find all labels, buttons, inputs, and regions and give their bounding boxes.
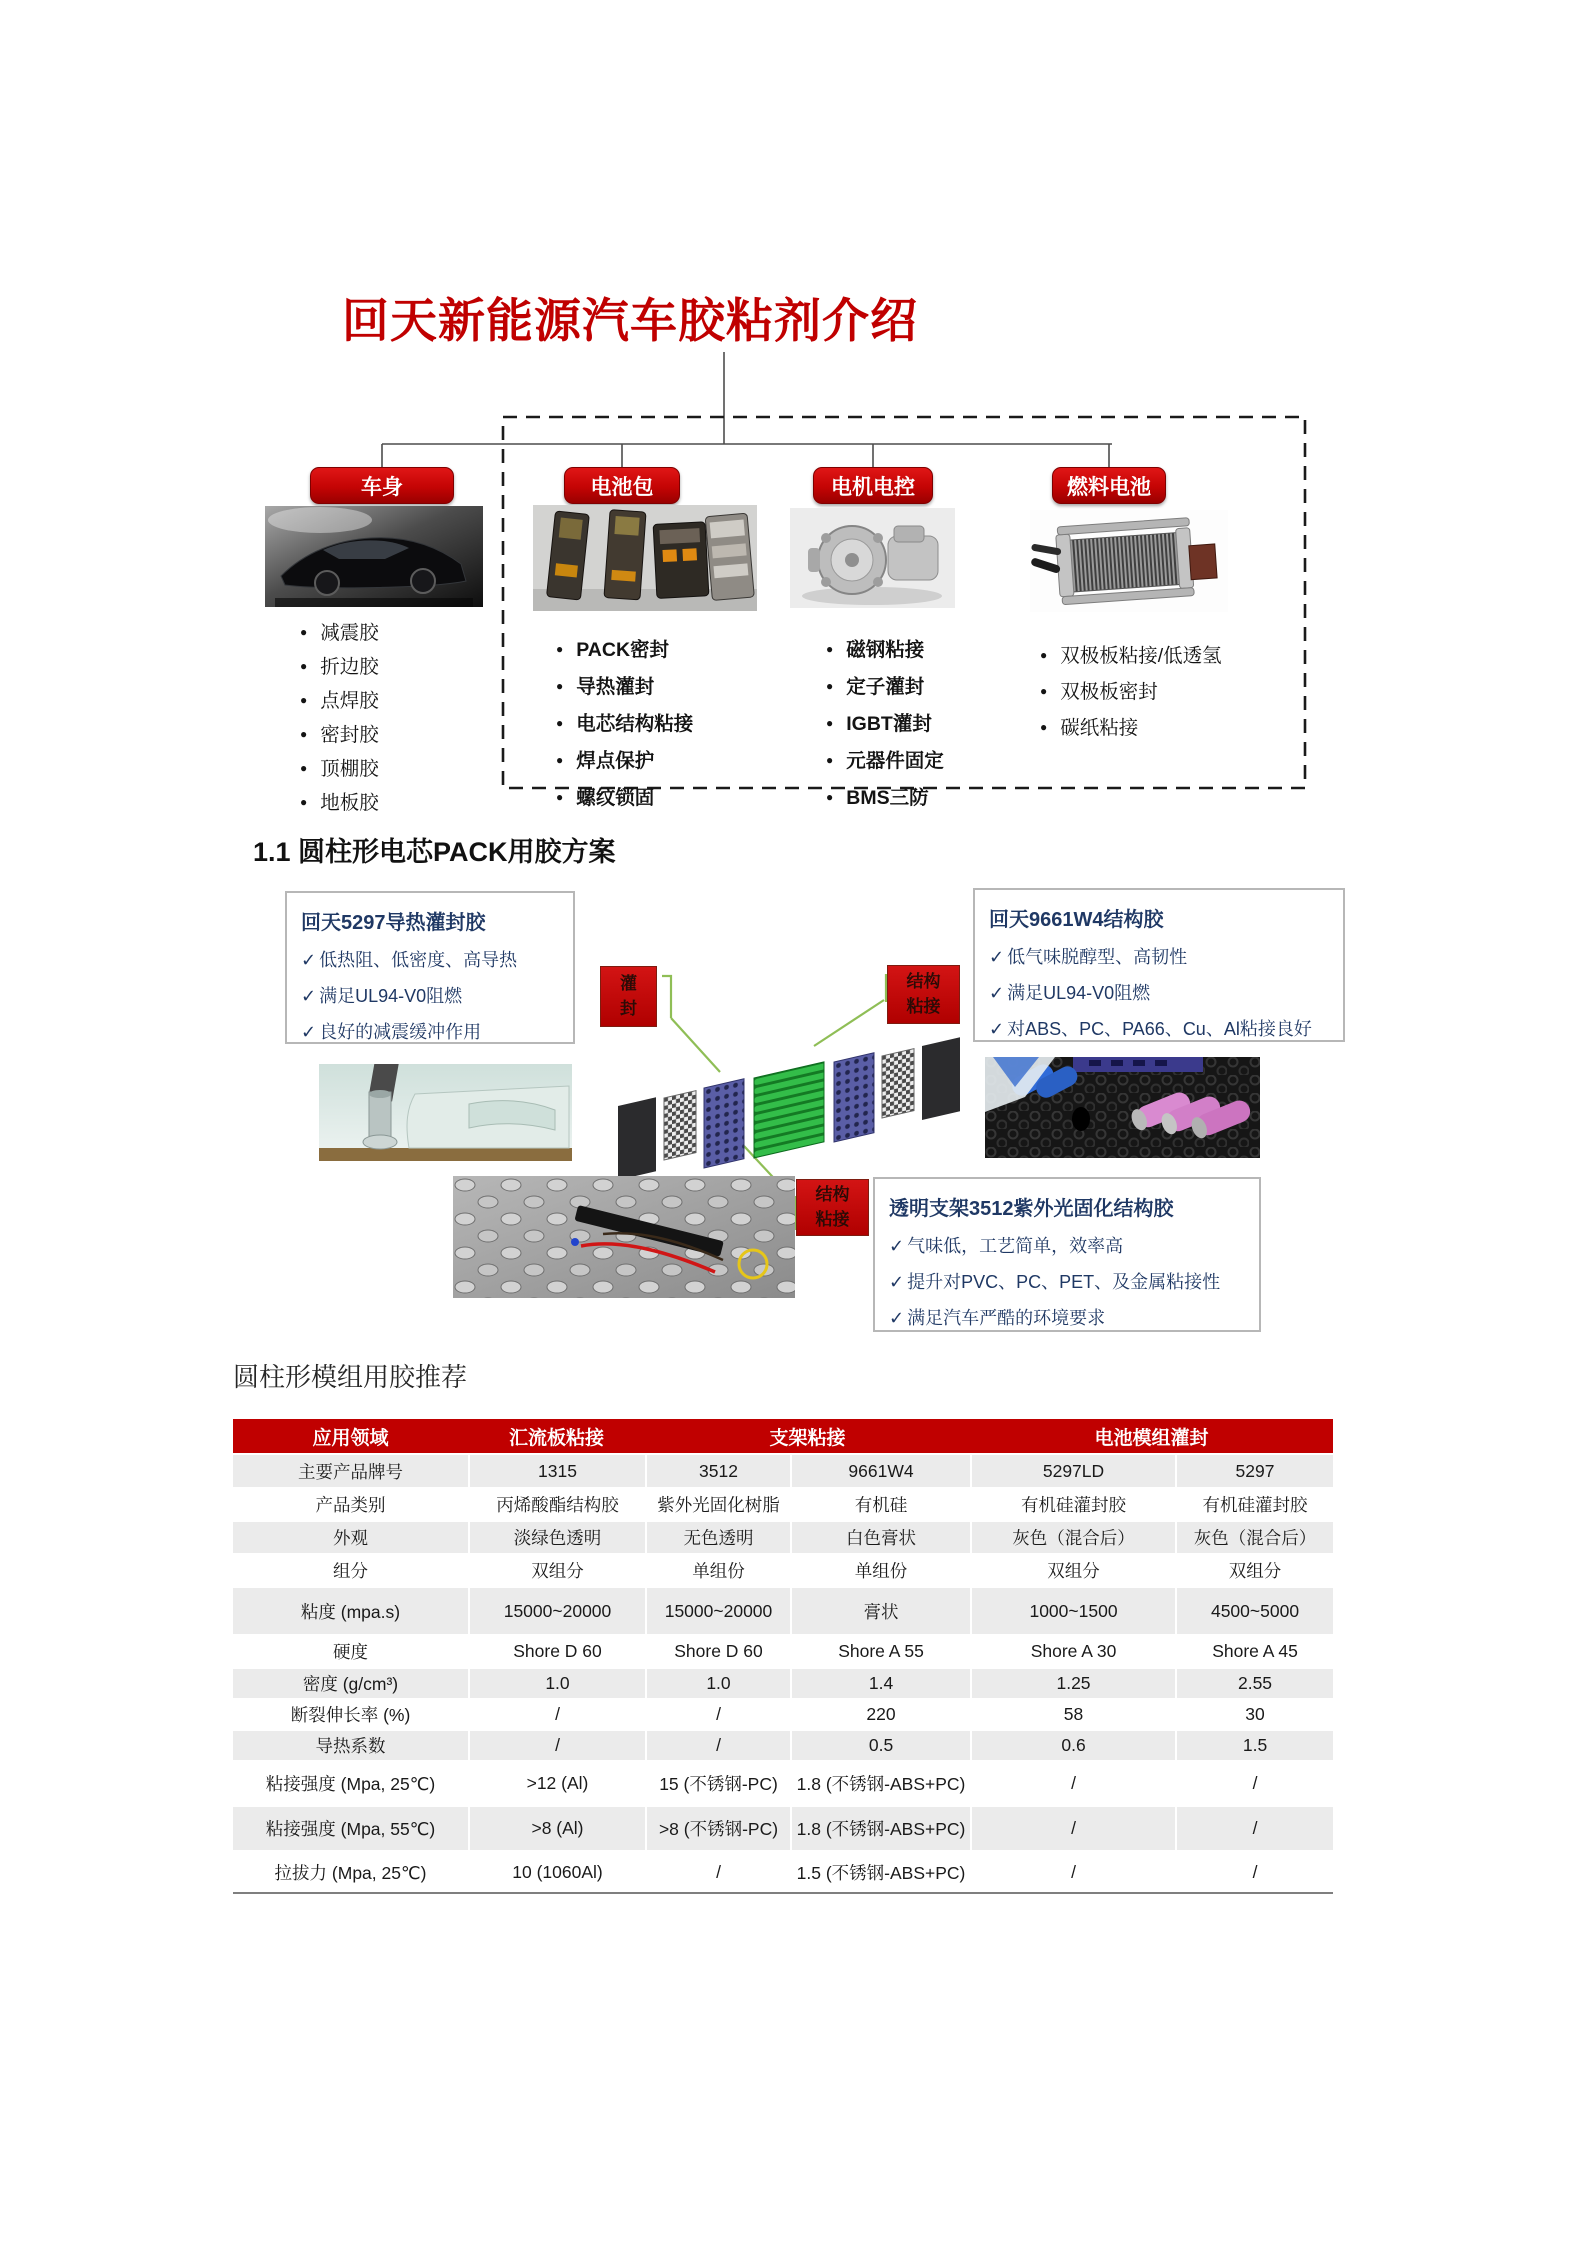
list-item: [556, 708, 693, 736]
spec-cell: 30: [1175, 1698, 1333, 1729]
list-item: [1040, 712, 1222, 740]
exploded-module-diagram: [612, 988, 984, 1193]
callout-point: [889, 1304, 1245, 1330]
list-item-text: ● 导热灌封: [576, 676, 655, 698]
spec-cell: 双组分: [468, 1553, 645, 1586]
fuel-cell-adhesive-list: [1040, 640, 1222, 748]
spec-cell: 4500~5000: [1175, 1586, 1333, 1634]
spec-cell: /: [970, 1850, 1175, 1892]
spec-cell: /: [468, 1698, 645, 1729]
spec-row-label: 拉拔力 (Mpa, 25℃): [233, 1850, 468, 1892]
spec-cell: 灰色（混合后）: [1175, 1520, 1333, 1553]
category-label-fuel-cell: 燃料电池: [1052, 467, 1166, 504]
spec-row-label: 密度 (g/cm³): [233, 1667, 468, 1698]
spec-cell: /: [1175, 1850, 1333, 1892]
list-item: [826, 708, 944, 736]
list-item-text: ● PACK密封: [576, 639, 670, 661]
spec-row-label: 粘接强度 (Mpa, 25℃): [233, 1760, 468, 1805]
table-row: [233, 1850, 1333, 1892]
list-item: [300, 651, 379, 679]
check-icon: ✓: [889, 1236, 905, 1256]
list-item: [826, 782, 944, 810]
list-item: [300, 719, 379, 747]
spec-cell: 1.4: [790, 1667, 970, 1698]
spec-row-label: 组分: [233, 1553, 468, 1586]
spec-cell: 1.8 (不锈钢-ABS+PC): [790, 1760, 970, 1805]
spec-cell: 灰色（混合后）: [970, 1520, 1175, 1553]
table-row: [233, 1698, 1333, 1729]
battery-pack-photo: [533, 505, 757, 611]
spec-cell: 9661W4: [790, 1453, 970, 1487]
spec-cell: >12 (Al): [468, 1760, 645, 1805]
spec-row-label: 主要产品牌号: [233, 1453, 468, 1487]
spec-cell: 有机硅灌封胶: [1175, 1487, 1333, 1520]
table-row: [233, 1729, 1333, 1760]
spec-cell: 10 (1060Al): [468, 1850, 645, 1892]
callout-point-text: 气味低，工艺简单，效率高: [907, 1236, 1124, 1256]
potting-tag-text: 灌封: [619, 973, 637, 1018]
list-item: [300, 787, 379, 815]
spec-cell: >8 (不锈钢-PC): [645, 1805, 790, 1850]
glue-dots-plate-photo: [453, 1176, 795, 1298]
list-item-text: ● 元器件固定: [846, 750, 944, 772]
list-item-text: ● 螺纹锁固: [576, 787, 655, 809]
spec-cell: 有机硅灌封胶: [970, 1487, 1175, 1520]
callout-title: 回天9661W4结构胶: [989, 909, 1164, 931]
spec-cell: 单组份: [790, 1553, 970, 1586]
callout-point: [301, 982, 559, 1008]
spec-row-label: 粘接强度 (Mpa, 55℃): [233, 1805, 468, 1850]
callout-point-text: 满足汽车严酷的环境要求: [907, 1308, 1106, 1328]
spec-cell: 单组份: [645, 1553, 790, 1586]
spec-cell: 0.5: [790, 1729, 970, 1760]
category-label-body: 车身: [310, 467, 454, 504]
header-application: 应用领域: [233, 1419, 468, 1453]
header-bracket-bonding: 支架粘接: [645, 1419, 970, 1453]
table-row: [233, 1805, 1333, 1850]
callout-3512: [873, 1177, 1261, 1332]
callout-point: [301, 1018, 559, 1044]
fuel-cell-photo: [1030, 510, 1228, 612]
spec-cell: 白色膏状: [790, 1520, 970, 1553]
spec-row-label: 硬度: [233, 1634, 468, 1667]
callout-point-text: 满足UL94-V0阻燃: [1007, 983, 1151, 1003]
spec-cell: Shore D 60: [468, 1634, 645, 1667]
spec-cell: 淡绿色透明: [468, 1520, 645, 1553]
spec-cell: 1315: [468, 1453, 645, 1487]
check-icon: ✓: [889, 1308, 905, 1328]
structural-bond-tag-text: 结构粘接: [815, 1184, 850, 1229]
section-heading: 1.1 圆柱形电芯PACK用胶方案: [253, 837, 616, 867]
spec-cell: Shore A 30: [970, 1634, 1175, 1667]
spec-cell: Shore A 45: [1175, 1634, 1333, 1667]
callout-point: [889, 1232, 1245, 1258]
battery-pack-adhesive-list: [556, 634, 693, 819]
spec-cell: 有机硅: [790, 1487, 970, 1520]
callout-point-text: 低热阻、低密度、高导热: [319, 950, 518, 970]
spec-cell: 膏状: [790, 1586, 970, 1634]
check-icon: ✓: [989, 983, 1005, 1003]
callout-point: [989, 943, 1329, 969]
cell-holder-photo: [985, 1057, 1260, 1158]
spec-cell: /: [645, 1698, 790, 1729]
spec-cell: 2.55: [1175, 1667, 1333, 1698]
list-item-text: ● 焊点保护: [576, 750, 655, 772]
list-item-text: ● 折边胶: [320, 656, 379, 678]
spec-cell: 15000~20000: [468, 1586, 645, 1634]
table-title: 圆柱形模组用胶推荐: [233, 1362, 468, 1392]
callout-title: 透明支架3512紫外光固化结构胶: [889, 1198, 1174, 1220]
structural-bond-tag-text: 结构粘接: [906, 971, 941, 1016]
list-item: [300, 685, 379, 713]
spec-cell: 1.5: [1175, 1729, 1333, 1760]
callout-point: [989, 1015, 1329, 1041]
table-row: [233, 1520, 1333, 1553]
list-item: [826, 671, 944, 699]
callout-point: [889, 1268, 1245, 1294]
list-item: [826, 634, 944, 662]
spec-row-label: 断裂伸长率 (%): [233, 1698, 468, 1729]
spec-cell: /: [468, 1729, 645, 1760]
list-item-text: ● 磁钢粘接: [846, 639, 925, 661]
spec-cell: /: [1175, 1760, 1333, 1805]
spec-row-label: 产品类别: [233, 1487, 468, 1520]
list-item: [556, 782, 693, 810]
spec-cell: 58: [970, 1698, 1175, 1729]
module-adhesive-spec-table: [233, 1419, 1333, 1894]
spec-cell: 15 (不锈钢-PC): [645, 1760, 790, 1805]
check-icon: ✓: [301, 1022, 317, 1042]
list-item-text: ● 点焊胶: [320, 690, 379, 712]
table-header-row: [233, 1419, 1333, 1453]
check-icon: ✓: [989, 1019, 1005, 1039]
list-item-text: ● IGBT灌封: [846, 713, 932, 735]
spec-cell: 1.0: [468, 1667, 645, 1698]
callout-point-text: 对ABS、PC、PA66、Cu、Al粘接良好: [1007, 1019, 1312, 1039]
callout-point-text: 低气味脱醇型、高韧性: [1007, 947, 1188, 967]
spec-cell: 1.0: [645, 1667, 790, 1698]
check-icon: ✓: [989, 947, 1005, 967]
spec-cell: 双组分: [1175, 1553, 1333, 1586]
spec-cell: 紫外光固化树脂: [645, 1487, 790, 1520]
table-row: [233, 1586, 1333, 1634]
page-title: 回天新能源汽车胶粘剂介绍: [342, 294, 918, 347]
spec-row-label: 外观: [233, 1520, 468, 1553]
spec-cell: 1.25: [970, 1667, 1175, 1698]
list-item: [300, 753, 379, 781]
spec-cell: 1.5 (不锈钢-ABS+PC): [790, 1850, 970, 1892]
category-label-battery-pack: 电池包: [564, 467, 680, 504]
spec-cell: 1.8 (不锈钢-ABS+PC): [790, 1805, 970, 1850]
list-item-text: ● 碳纸粘接: [1060, 717, 1139, 739]
header-busbar-bonding: 汇流板粘接: [468, 1419, 645, 1453]
callout-5297: [285, 891, 575, 1044]
spec-cell: Shore A 55: [790, 1634, 970, 1667]
spec-row-label: 导热系数: [233, 1729, 468, 1760]
spec-cell: /: [970, 1805, 1175, 1850]
table-row: [233, 1453, 1333, 1487]
table-row: [233, 1634, 1333, 1667]
list-item-text: ● 定子灌封: [846, 676, 925, 698]
list-item-text: ● 减震胶: [320, 622, 379, 644]
check-icon: ✓: [301, 950, 317, 970]
list-item: [300, 617, 379, 645]
spec-cell: Shore D 60: [645, 1634, 790, 1667]
list-item-text: ● 电芯结构粘接: [576, 713, 694, 735]
spec-cell: >8 (Al): [468, 1805, 645, 1850]
spec-cell: 15000~20000: [645, 1586, 790, 1634]
callout-point-text: 良好的减震缓冲作用: [319, 1022, 482, 1042]
list-item: [556, 671, 693, 699]
list-item: [826, 745, 944, 773]
list-item: [556, 634, 693, 662]
callout-title: 回天5297导热灌封胶: [301, 912, 486, 934]
table-row: [233, 1667, 1333, 1698]
callout-point-text: 提升对PVC、PC、PET、及金属粘接性: [907, 1272, 1221, 1292]
spec-cell: 双组分: [970, 1553, 1175, 1586]
spec-cell: 220: [790, 1698, 970, 1729]
spec-cell: 1000~1500: [970, 1586, 1175, 1634]
spec-cell: 0.6: [970, 1729, 1175, 1760]
check-icon: ✓: [889, 1272, 905, 1292]
spec-row-label: 粘度 (mpa.s): [233, 1586, 468, 1634]
spec-cell: /: [970, 1760, 1175, 1805]
header-module-potting: 电池模组灌封: [970, 1419, 1333, 1453]
check-icon: ✓: [301, 986, 317, 1006]
motor-controller-photo: [790, 508, 955, 608]
spec-cell: 无色透明: [645, 1520, 790, 1553]
spec-cell: /: [645, 1729, 790, 1760]
spec-cell: 丙烯酸酯结构胶: [468, 1487, 645, 1520]
list-item-text: ● 地板胶: [320, 792, 379, 814]
body-adhesive-list: [300, 617, 379, 821]
callout-point: [989, 979, 1329, 1005]
table-row: [233, 1760, 1333, 1805]
list-item-text: ● 双极板粘接/低透氢: [1060, 645, 1222, 667]
spec-cell: /: [645, 1850, 790, 1892]
list-item-text: ● 顶棚胶: [320, 758, 379, 780]
list-item-text: ● 双极板密封: [1060, 681, 1158, 703]
potting-process-photo: [319, 1064, 572, 1161]
table-row: [233, 1487, 1333, 1520]
spec-cell: 5297LD: [970, 1453, 1175, 1487]
spec-cell: 3512: [645, 1453, 790, 1487]
list-item-text: ● BMS三防: [846, 787, 929, 809]
list-item: [556, 745, 693, 773]
list-item-text: ● 密封胶: [320, 724, 379, 746]
list-item: [1040, 640, 1222, 668]
callout-point: [301, 946, 559, 972]
category-label-motor-controller: 电机电控: [813, 467, 933, 504]
spec-cell: /: [1175, 1805, 1333, 1850]
list-item: [1040, 676, 1222, 704]
spec-cell: 5297: [1175, 1453, 1333, 1487]
callout-point-text: 满足UL94-V0阻燃: [319, 986, 463, 1006]
motor-controller-adhesive-list: [826, 634, 944, 819]
table-row: [233, 1553, 1333, 1586]
callout-9661w4: [973, 888, 1345, 1042]
car-photo: [265, 506, 483, 607]
